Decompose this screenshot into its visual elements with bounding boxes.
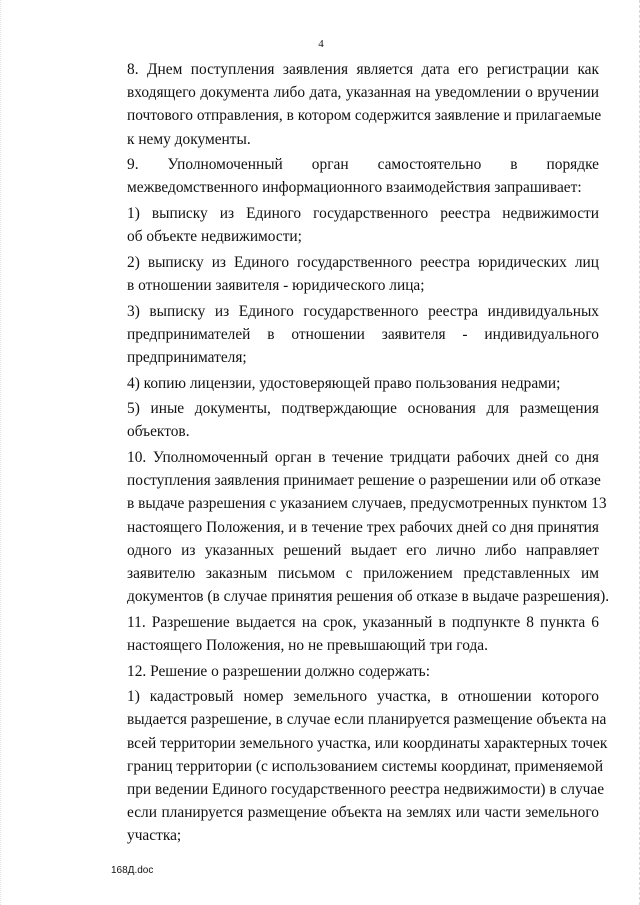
text-line: настоящего Положения, но не превышающий три года. bbox=[127, 637, 488, 654]
text-line: выдается разрешение, в случае если планируется размещение объекта на bbox=[127, 711, 607, 729]
page-number: 4 bbox=[318, 38, 324, 50]
text-line: 12. Решение о разрешении должно содержать: bbox=[127, 662, 430, 680]
paragraph-9-item-3 bbox=[113, 300, 599, 370]
footer-filename: 168Д.doc bbox=[111, 865, 154, 876]
text-line: одного из указанных решений выдает его лично либо направляет bbox=[127, 541, 599, 559]
paragraph-12-item-1 bbox=[113, 685, 608, 847]
text-line: 1) выписку из Единого государственного реестра недвижимости bbox=[127, 205, 599, 222]
text-line: предпринимателя; bbox=[127, 349, 247, 366]
text-line: границ территории (с использованием системы координат, применяемой bbox=[127, 757, 604, 775]
paragraph-11 bbox=[113, 611, 599, 657]
paragraph-10 bbox=[113, 446, 610, 608]
text-line: 11. Разрешение выдается на срок, указанный в подпункте 8 пункта 6 bbox=[127, 613, 599, 631]
text-line: в отношении заявителя - юридического лица; bbox=[127, 277, 425, 294]
paragraph-9-item-4 bbox=[113, 372, 599, 395]
text-line: участка; bbox=[127, 827, 182, 845]
text-line: 3) выписку из Единого государственного реестра индивидуальных bbox=[127, 302, 599, 320]
text-line: поступления заявления принимает решение о разрешении или об отказе bbox=[127, 472, 601, 490]
text-line: если планируется размещение объекта на землях или части земельного bbox=[127, 804, 599, 822]
paragraph-9-item-1 bbox=[113, 202, 599, 248]
text-line: при ведении Единого государственного реестра недвижимости) в случае bbox=[127, 781, 605, 798]
text-line: 5) иные документы, подтверждающие основания для размещения bbox=[127, 400, 599, 418]
text-line: почтового отправления, в котором содержится заявление и прилагаемые bbox=[127, 107, 602, 125]
text-line: в выдаче разрешения с указанием случаев, предусмотренных пунктом 13 bbox=[127, 495, 607, 513]
text-line: объектов. bbox=[127, 423, 190, 441]
text-line: 8. Днем поступления заявления является дата его регистрации как bbox=[127, 61, 599, 78]
paragraph-9-item-5 bbox=[113, 397, 599, 443]
paragraph-9-item-2 bbox=[113, 251, 599, 297]
paragraph-8 bbox=[113, 58, 602, 151]
text-line: всей территории земельного участка, или координаты характерных точек bbox=[127, 734, 608, 752]
text-line: межведомственного информационного взаимодействия запрашивает: bbox=[127, 179, 582, 197]
document-body bbox=[113, 58, 610, 848]
paragraph-9 bbox=[113, 153, 599, 199]
text-line: 4) копию лицензии, удостоверяющей право пользования недрами; bbox=[127, 374, 561, 392]
text-line: об объекте недвижимости; bbox=[127, 228, 302, 246]
text-line: настоящего Положения, и в течение трех рабочих дней со дня принятия bbox=[127, 518, 599, 536]
text-line: 10. Уполномоченный орган в течение тридцати рабочих дней со дня bbox=[127, 448, 599, 466]
text-line: 9. Уполномоченный орган самостоятельно в порядке bbox=[127, 156, 599, 174]
text-line: заявителю заказным письмом с приложением представленных им bbox=[127, 565, 599, 582]
text-line: документов (в случае принятия решения об отказе в выдаче разрешения). bbox=[127, 588, 610, 606]
text-line: к нему документы. bbox=[127, 130, 251, 148]
paragraph-12 bbox=[113, 660, 599, 683]
text-line: 2) выписку из Единого государственного реестра юридических лиц bbox=[127, 253, 599, 271]
text-line: 1) кадастровый номер земельного участка, в отношении которого bbox=[127, 688, 599, 706]
text-line: предпринимателей в отношении заявителя - индивидуального bbox=[127, 325, 599, 343]
text-line: входящего документа либо дата, указанная на уведомлении о вручении bbox=[127, 84, 599, 102]
